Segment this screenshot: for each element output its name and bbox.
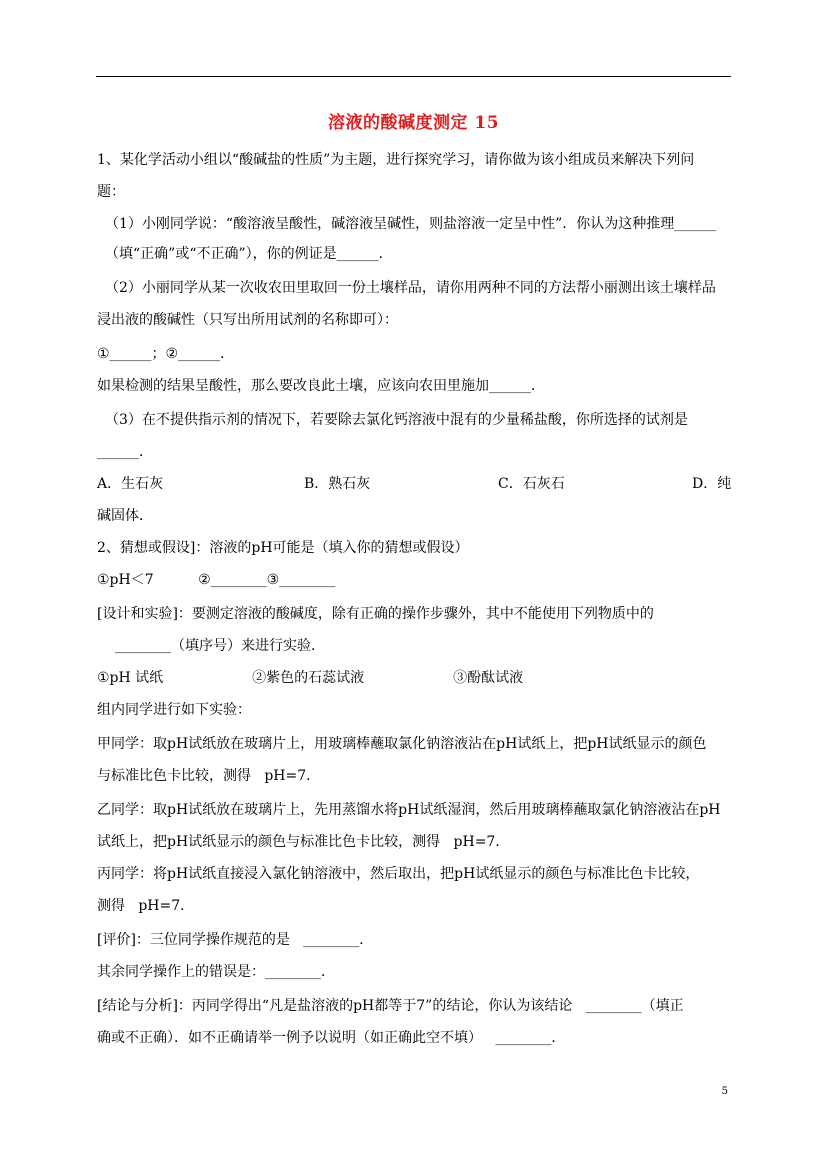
text-line: 1、某化学活动小组以“酸碱盐的性质”为主题，进行探究学习，请你做为该小组成员来解决下列问 — [97, 152, 695, 168]
text-line: 题： — [97, 184, 125, 200]
option-a: A．生石灰 — [97, 476, 164, 492]
text-line: （1）小刚同学说：“酸溶液呈酸性，碱溶液呈碱性，则盐溶液一定呈中性”．你认为这种推理______ — [105, 216, 717, 232]
option-d: D．纯 — [692, 476, 732, 492]
text-line: 确或不正确）．如不正确请举一例予以说明（如正确此空不填） ________． — [97, 1030, 566, 1046]
text-line: [结论与分析]：丙同学得出“凡是盐溶液的pH都等于7”的结论，你认为该结论 ________（填正 — [97, 998, 684, 1014]
page-number: 5 — [721, 1086, 728, 1097]
text-line: 丙同学：将pH试纸直接浸入氯化钠溶液中，然后取出，把pH试纸显示的颜色与标准比色卡比较， — [97, 866, 700, 882]
text-line: ①______；②______． — [97, 346, 235, 362]
text-line: （3）在不提供指示剂的情况下，若要除去氯化钙溶液中混有的少量稀盐酸，你所选择的试剂是 — [105, 412, 688, 428]
page-title: 溶液的酸碱度测定 15 — [327, 113, 500, 133]
option-b: B．熟石灰 — [304, 476, 371, 492]
text-line: [评价]：三位同学操作规范的是 ________． — [97, 932, 374, 948]
text-line: ①pH＜7 ②________③________ — [97, 572, 336, 588]
text-line: ________（填序号）来进行实验． — [115, 638, 325, 654]
text-line: 试纸上，把pH试纸显示的颜色与标准比色卡比较，测得 pH=7． — [97, 834, 510, 850]
text-line: 测得 pH=7． — [97, 898, 195, 914]
text-line: ①pH 试纸 ②紫色的石蕊试液 ③酚酞试液 — [97, 670, 524, 686]
text-line: 2、猜想或假设]：溶液的pH可能是（填入你的猜想或假设） — [97, 540, 469, 556]
text-line: 碱固体． — [97, 508, 153, 524]
text-line: （2）小丽同学从某一次收农田里取回一份土壤样品，请你用两种不同的方法帮小丽测出该土壤样品 — [105, 280, 716, 296]
header-rule — [96, 76, 731, 77]
text-line: 如果检测的结果呈酸性，那么要改良此土壤，应该向农田里施加______． — [97, 378, 545, 394]
text-line: 其余同学操作上的错误是：________． — [97, 964, 335, 980]
text-line: [设计和实验]：要测定溶液的酸碱度，除有正确的操作步骤外，其中不能使用下列物质中的 — [97, 606, 654, 622]
option-c: C．石灰石 — [498, 476, 565, 492]
text-line: （填“正确”或“不正确”），你的例证是______． — [105, 246, 393, 262]
text-line: 与标准比色卡比较，测得 pH=7． — [97, 768, 321, 784]
text-line: 组内同学进行如下实验： — [97, 702, 251, 718]
text-line: 甲同学：取pH试纸放在玻璃片上，用玻璃棒蘸取氯化钠溶液沾在pH试纸上，把pH试纸显示的颜色 — [97, 736, 707, 752]
text-line: 乙同学：取pH试纸放在玻璃片上，先用蒸馏水将pH试纸湿润，然后用玻璃棒蘸取氯化钠溶液沾在pH — [97, 802, 721, 818]
text-line: ______． — [97, 444, 153, 460]
text-line: 浸出液的酸碱性（只写出所用试剂的名称即可）： — [97, 312, 398, 328]
